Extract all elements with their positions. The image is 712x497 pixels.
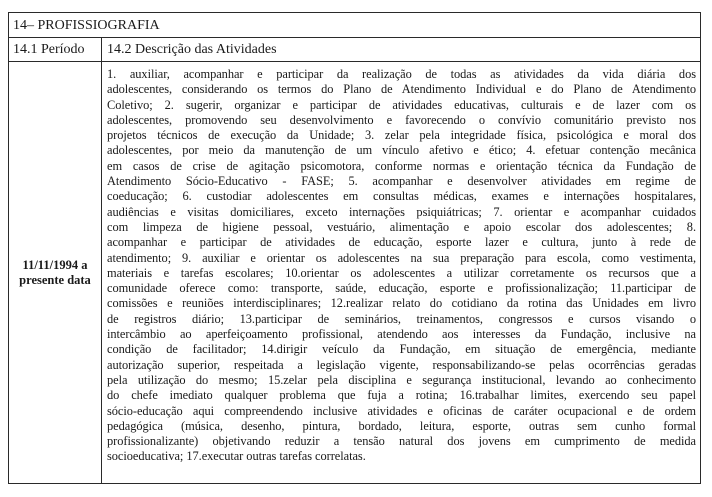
description-line: Atendimento Sócio-Educativo - FASE; 5. acompanhar e desenvolver atividades em regime de [107,174,696,189]
description-line: materiais e tarefas escolares; 10.orientar os adolescentes a utilizar corretamente os recursos que a [107,265,696,280]
section-title: 14– PROFISSIOGRAFIA [9,13,700,38]
description-line: Coletivo; 2. sugerir, organizar e participar de atividades educativas, culturais e de lazer com os [107,97,696,112]
description-line: autorização superior, respeitada a legislação vigente, responsabilizando-se pelas ocorrências geradas [107,357,696,372]
description-line: 1. auxiliar, acompanhar e participar da realização de todas as atividades da vida diária dos [107,67,696,81]
description-line: intercâmbio ao aperfeiçoamento profissional, atendendo aos interesses da Fundação, inclusive na [107,327,696,342]
description-line: adolescentes, promovendo seu desenvolvimento e favorecendo o convívio comunitário previsto nos [107,112,696,127]
description-line: acompanhar e participar de atividades de educação, esporte lazer e cultura, junto à rede de [107,235,696,250]
description-line: adolescentes, por meio da manutenção de um vínculo afetivo e ético; 4. efetuar contenção mecânica [107,143,696,158]
profissiografia-table [8,12,701,484]
description-line: coeducação; 6. custodiar adolescentes em consultas médicas, exames e internações hospitalares, [107,189,696,204]
description-line: em casos de crise de agitação psicomotora, conforme normas e orientação técnica da Fundação de [107,158,696,173]
description-cell [102,62,700,483]
description-line: de registros diário; 13.participar de seminários, treinamentos, congressos e cursos visando o [107,311,696,326]
period-cell [9,62,102,483]
description-line: comunidade oferece como: transporte, saúde, educação, esporte e profissionalização; 11.participar de [107,281,696,296]
table-row [9,62,700,483]
description-line: sócio-educação aqui compreendendo inclusive atividades e oficinas de caráter ocupacional e de ordem [107,403,696,418]
period-column-header: 14.1 Período [9,38,102,61]
description-line: projetos técnicos de execução da Unidade; 3. zelar pela integridade física, psicológica e moral dos [107,128,696,143]
description-line: pela utilização do mesmo; 15.zelar pela disciplina e segurança institucional, levando ao conhecimento [107,372,696,387]
description-line: condição de facilitador; 14.dirigir veículo da Fundação, em situação de emergência, mediante [107,342,696,357]
description-line: adolescentes, considerando os termos do Plano de Atendimento Individual e do Plano de Atendimento [107,82,696,97]
period-text: 11/11/1994 a presente data [19,257,91,287]
table-header-row [9,38,700,62]
description-line: comissões e reuniões interdisciplinares; 12.realizar relato do cotidiano da rotina das Unidades em livro [107,296,696,311]
description-line: pedagógica (música, desenho, pintura, bordado, leitura, esporte, outras sem cunho formal [107,418,696,433]
description-column-header: 14.2 Descrição das Atividades [107,42,277,57]
description-line: audiências e visitas domiciliares, exceto internações psiquiátricas; 7. orientar e acompanhar cuidados [107,204,696,219]
description-line: atendimento; 9. auxiliar e orientar os adolescentes na sua preparação para escola, como vestimenta, [107,250,696,265]
description-line: com limpeza de higiene pessoal, vestuário, alimentação e apoio escolar dos adolescentes; 8. [107,219,696,234]
description-line: socioeducativa; 17.executar outras tarefas correlatas. [107,449,366,464]
description-line: profissionalizante) objetivando reduzir a tensão natural dos jovens em cumprimento de medida [107,434,696,449]
description-line: do chefe imediato qualquer problema que fuja a rotina; 16.trabalhar limites, exercendo seu papel [107,388,696,403]
activities-description [107,67,696,465]
